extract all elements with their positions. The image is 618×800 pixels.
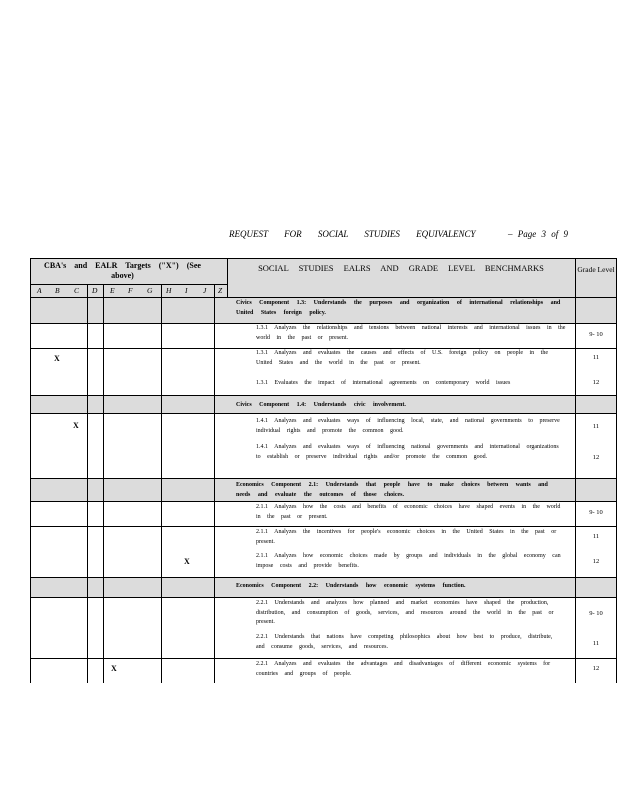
- benchmark-text: 2.2.1 Analyzes and evaluates the advantages and disadvantages of different economic systems for countries and groups of people.: [256, 661, 551, 677]
- grade-value: 11: [592, 423, 600, 430]
- column-letter: H: [166, 286, 172, 295]
- component-heading: Civics Component 1.3: Understands the purposes and organization of international relationships and United States foreign policy.: [236, 300, 561, 316]
- grade-value: 11: [592, 533, 600, 540]
- column-letter: G: [147, 286, 153, 295]
- benchmark-text: 2.1.1 Analyzes how the costs and benefits of economic choices have shaped events in the world in the past or present.: [256, 504, 561, 520]
- document-title: REQUEST FOR SOCIAL STUDIES EQUIVALENCY: [229, 229, 476, 239]
- component-heading: Civics Component 1.4: Understands civic involvement.: [236, 402, 406, 408]
- column-letter: Z: [218, 286, 223, 295]
- column-letter: D: [92, 286, 98, 295]
- grade-value: 12: [592, 665, 600, 672]
- cba-targets-header: CBA's and EALR Targets ("X") (See above): [44, 261, 201, 280]
- column-letter: A: [37, 286, 42, 295]
- grade-value: 9- 10: [589, 509, 603, 516]
- grade-value: 12: [592, 558, 600, 565]
- column-letter: E: [110, 286, 115, 295]
- grade-level-header: Grade Level: [577, 265, 615, 274]
- benchmark-text: 1.4.1 Analyzes and evaluates ways of influencing local, state, and national governments to preserve individual rights and promote the common good.: [256, 418, 560, 434]
- column-letter: J: [203, 286, 207, 295]
- column-letter: I: [185, 286, 188, 295]
- target-mark: X: [111, 664, 117, 673]
- benchmark-text: 1.3.1 Analyzes the relationships and tensions between national interests and international issues in the world in the past or present.: [256, 325, 566, 341]
- page-number: – Page 3 of 9: [508, 229, 568, 239]
- page-title: [0, 229, 618, 243]
- component-heading: Economics Component 2.1: Understands that people have to make choices between wants and needs and evaluate the outcomes of those choices.: [236, 482, 548, 498]
- grade-value: 11: [592, 354, 600, 361]
- benchmark-text: 1.4.1 Analyzes and evaluates ways of influencing national governments and international organizations to establish or preserve individual rights and/or promote the common good.: [256, 444, 559, 460]
- benchmark-text: 2.1.1 Analyzes the incentives for people's economic choices in the United States in the past or present.: [256, 529, 557, 545]
- target-mark: X: [54, 354, 60, 363]
- benchmark-text: 1.3.1 Evaluates the impact of international agreements on contemporary world issues: [256, 380, 511, 386]
- benchmark-text: 2.2.1 Understands that nations have competing philosophics about how best to produce, distribute, and consume goods, services, and resources.: [256, 634, 553, 650]
- grade-value: 11: [592, 640, 600, 647]
- component-heading: Economics Component 2.2: Understands how economic systems function.: [236, 583, 466, 589]
- benchmark-text: 2.2.1 Understands and analyzes how planned and market economies have shaped the production, distribution, and consumption of goods, services, and resources around the world in the past or present.: [256, 600, 554, 625]
- equivalency-table: [30, 258, 617, 683]
- column-letter: F: [128, 286, 133, 295]
- grade-value: 12: [592, 454, 600, 461]
- target-mark: X: [73, 421, 79, 430]
- benchmark-text: 2.1.1 Analyzes how economic choices made by groups and individuals in the global economy can impose costs and provide benefits.: [256, 553, 561, 569]
- grade-value: 9- 10: [589, 331, 603, 338]
- benchmark-text: 1.3.1 Analyzes and evaluates the causes and effects of U.S. foreign policy on people in the United States and the world in the past or present.: [256, 350, 548, 366]
- benchmarks-header: SOCIAL STUDIES EALRS AND GRADE LEVEL BENCHMARKS: [258, 263, 544, 273]
- column-letter: B: [55, 286, 60, 295]
- grade-value: 9- 10: [589, 610, 603, 617]
- target-mark: X: [184, 557, 190, 566]
- grade-value: 12: [592, 379, 600, 386]
- column-letter: C: [74, 286, 80, 295]
